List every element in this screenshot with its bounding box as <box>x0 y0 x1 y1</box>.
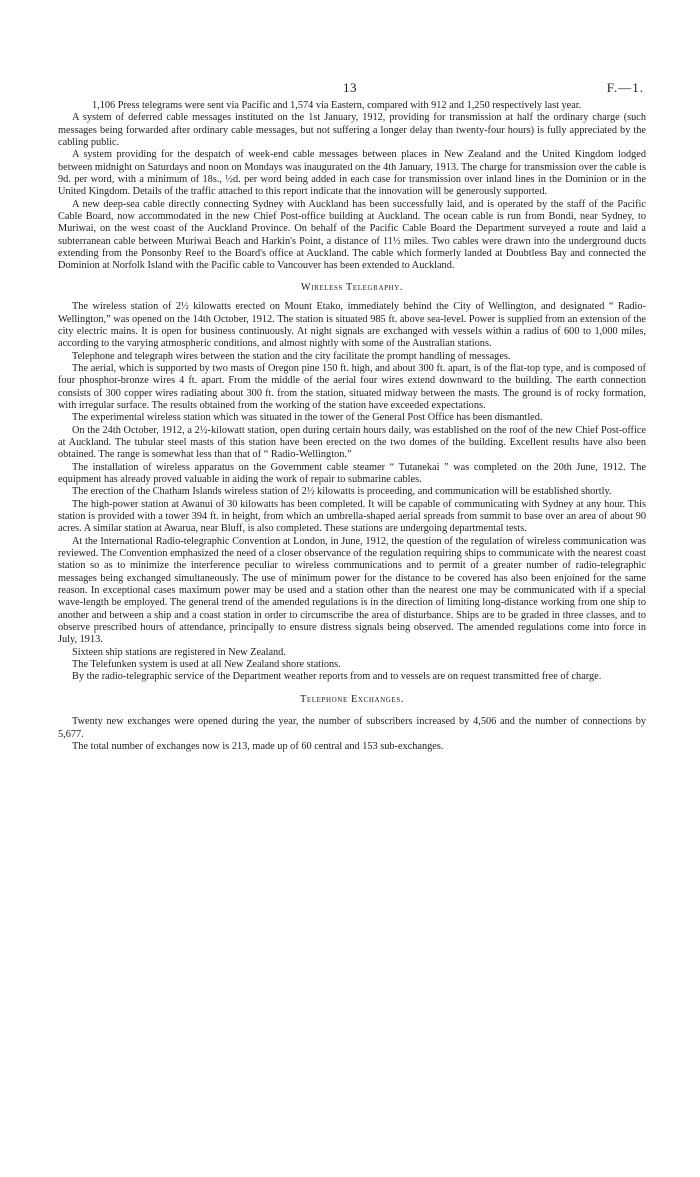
paragraph-deferred-messages: A system of deferred cable messages instituted on the 1st January, 1912, providing for transmission at half the ordinary charge (such messages being forwarded after ordinary cable messages, but not suffering a longer delay than twenty-four hours) is fully appreciated by the cabling public. <box>58 112 646 149</box>
paragraph-week-end-messages: A system providing for the despatch of week-end cable messages between places in New Zealand and the United Kingdom lodged between midnight on Saturdays and noon on Mondays was inaugurated on the 4th January, 1913. The charge for transmission over the cable is 9d. per word, with a minimum of 18s., ½d. per word being added in each case for transmission over inland lines in the Dominion or in the United Kingdom. Details of the traffic attached to this report indicate that the innovation will be generously supported. <box>58 149 646 198</box>
report-body <box>58 100 646 753</box>
paragraph-wireless: On the 24th October, 1912, a 2½-kilowatt station, open during certain hours daily, was established on the roof of the new Chief Post-office at Auckland. The tubular steel masts of this station have been erected on the two domes of the building. Excellent results have also been obtained. The range is somewhat less than that of “ Radio-Wellington.” <box>58 424 646 461</box>
page-number: 13 <box>343 80 357 95</box>
paragraph-wireless: The Telefunken system is used at all New Zealand shore stations. <box>72 659 341 671</box>
paragraph-press-telegrams: 1,106 Press telegrams were sent via Pacific and 1,574 via Eastern, compared with 912 and 1,250 respectively last year. <box>92 100 582 111</box>
paragraph-wireless: The aerial, which is supported by two masts of Oregon pine 150 ft. high, and about 300 ft. apart, is of the flat-top type, and is composed of four phosphor-bronze wires 4 ft. apart. From the middle of the aerial four wires extend downward to the building. The earth connection consists of 300 copper wires radiating about 300 ft. from the station, situated midway between the masts. The ground is of rocky formation, with irregular surface. The results obtained from the working of the station have exceeded expectations. <box>58 362 646 411</box>
section-heading-wireless: Wireless Telegraphy. <box>300 281 404 293</box>
paragraph-wireless: The experimental wireless station which was situated in the tower of the General Post Office has been dismantled. <box>72 412 543 424</box>
section-heading-telephone: Telephone Exchanges. <box>299 693 404 705</box>
report-reference: F.—1. <box>606 80 644 95</box>
paragraph-deep-sea-cable: A new deep-sea cable directly connecting Sydney with Auckland has been successfully laid, and is operated by the staff of the Pacific Cable Board, now accommodated in the new Chief Post-office building at Auckland. The ocean cable is run from Bondi, near Sydney, to Muriwai, on the west coast of the Auckland Province. On behalf of the Pacific Cable Board the Department surveyed a route and laid a subterranean cable between Muriwai Beach and Harkin's Point, a distance of 11½ miles. Two cables were drawn into the underground ducts extending from the Ponsonby Reef to the Board's office at Auckland. The cable which formerly landed at Doubtless Bay and connected the Dominion at Norfolk Island with the Pacific cable to Vancouver has been extended to Auckland. <box>58 198 646 272</box>
paragraph-wireless: At the International Radio-telegraphic Convention at London, in June, 1912, the question of the regulation of wireless communication was reviewed. The Convention emphasized the need of a closer observance of the regulation requiring ships to communicate with the nearest coast station so as to minimize the interference peculiar to wireless communications and to permit of a greater number of radio-telegraphic messages being exchanged simultaneously. The use of minimum power for the distance to be covered has also been enjoined for the same reason. In exceptional cases maximum power may be used and a station other than the nearest one may be communicated with if a special wave-length be employed. The general trend of the amended regulations is in the direction of limiting long-distance working from one ship to another and between a ship and a coast station in order to circumscribe the area of disturbance. Ships are to be graded in three classes, and to observe prescribed hours of attendance, principally to ensure distress signals being observed. The amended regulations come into force in July, 1913. <box>58 535 646 646</box>
paragraph-wireless: By the radio-telegraphic service of the Department weather reports from and to vessels are on request transmitted free of charge. <box>72 671 602 683</box>
paragraph-wireless: Sixteen ship stations are registered in New Zealand. <box>72 646 286 658</box>
paragraph-wireless: Telephone and telegraph wires between the station and the city facilitate the prompt handling of messages. <box>72 350 511 362</box>
paragraph-wireless: The high-power station at Awanui of 30 kilowatts has been completed. It will be capable of communicating with Sydney at any hour. This station is provided with a tower 394 ft. in height, from which an umbrella-shaped aerial spreads from summit to base over an area of about 90 acres. A similar station at Awarua, near Bluff, is also completed. These stations are undergoing departmental tests. <box>58 498 646 535</box>
paragraph-telephone: Twenty new exchanges were opened during the year, the number of subscribers increased by 4,506 and the number of connections by 5,677. <box>58 716 646 740</box>
paragraph-wireless: The erection of the Chatham Islands wireless station of 2½ kilowatts is proceeding, and communication will be established shortly. <box>72 486 612 498</box>
paragraph-telephone: The total number of exchanges now is 213, made up of 60 central and 153 sub-exchanges. <box>72 740 444 752</box>
paragraph-wireless: The installation of wireless apparatus on the Government cable steamer “ Tutanekai ” was completed on the 20th June, 1912. The equipment has already proved valuable in aiding the work of repair to submarine cables. <box>58 461 646 485</box>
paragraph-wireless: The wireless station of 2½ kilowatts erected on Mount Etako, immediately behind the City of Wellington, and designated “ Radio-Wellington,” was opened on the 14th October, 1912. The station is situated 985 ft. above sea-level. Power is supplied from an extension of the city electric mains. It is open for business continuously. At night signals are exchanged with vessels within a radius of 600 to 1,000 miles, according to the varying atmospheric conditions, and almost nightly with some of the Australian stations. <box>58 301 646 350</box>
